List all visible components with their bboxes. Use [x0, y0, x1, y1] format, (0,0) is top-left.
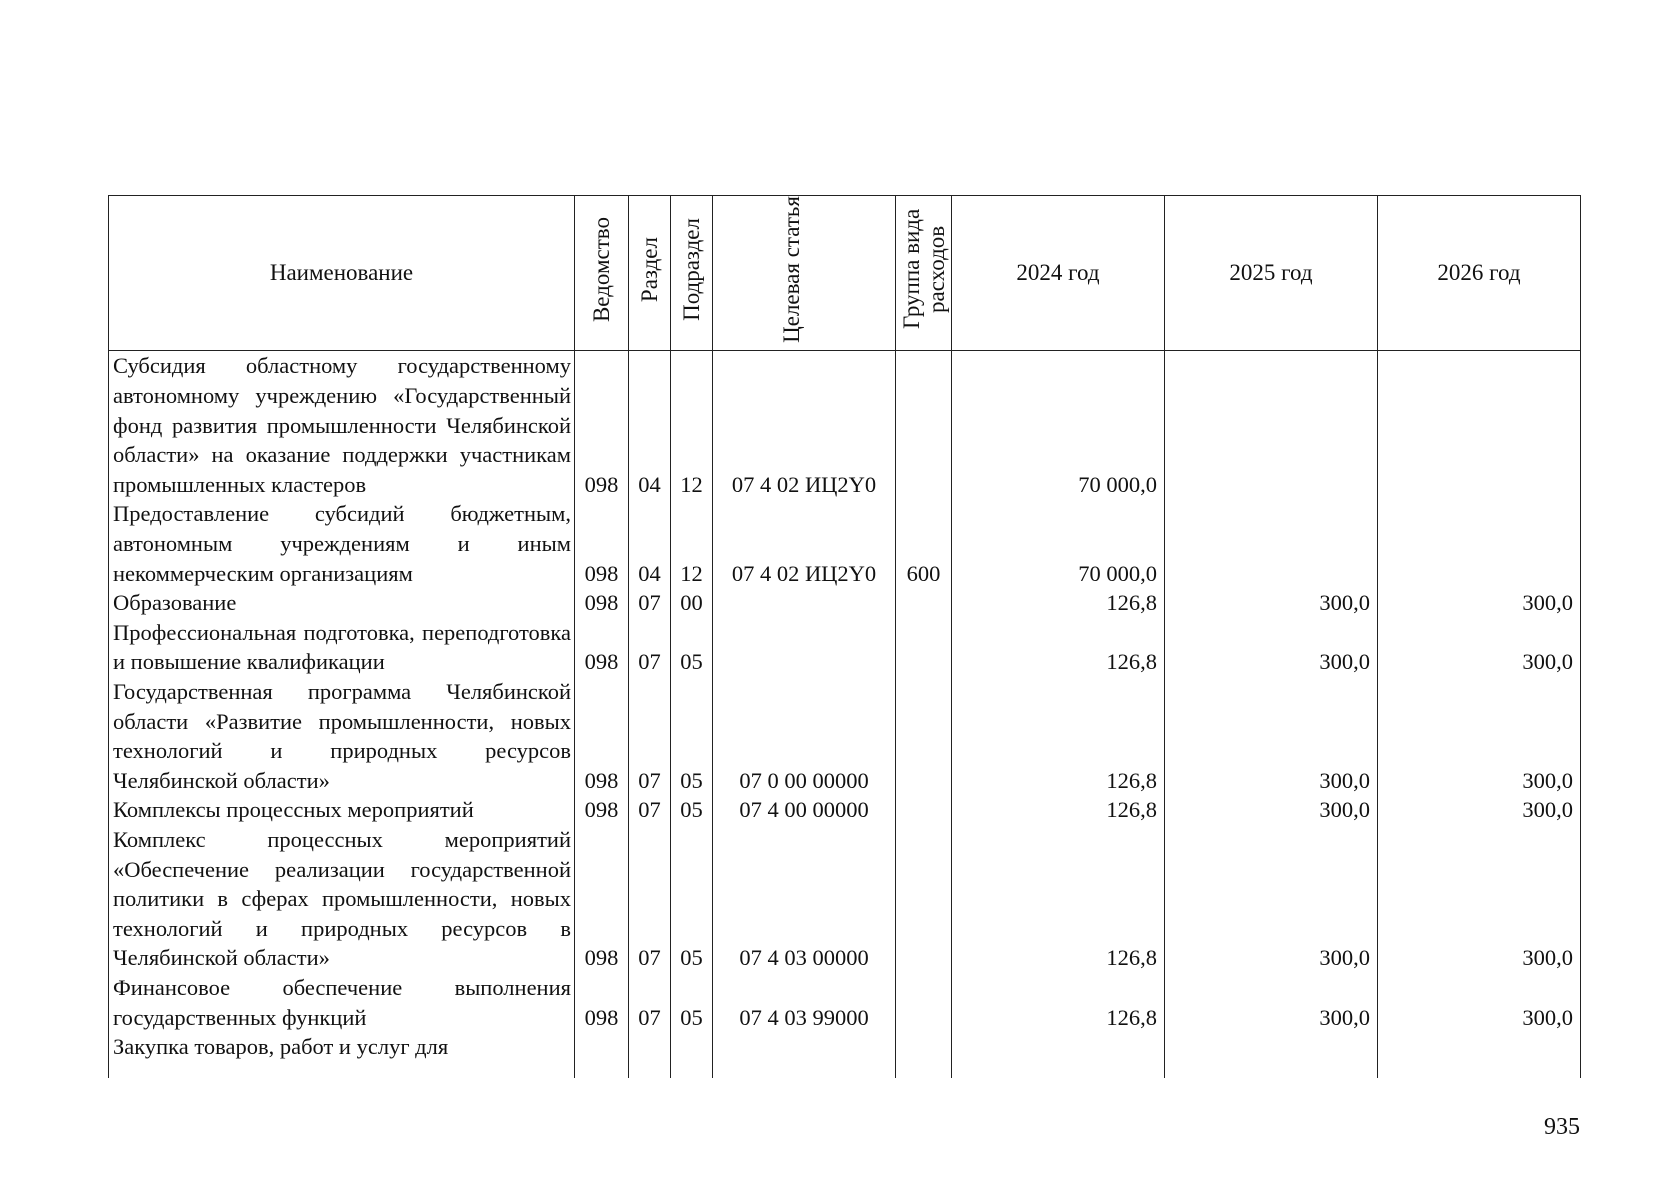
- cell-subsection: 05: [671, 973, 713, 1032]
- cell-expense-group: [896, 351, 952, 499]
- cell-subsection: 05: [671, 795, 713, 825]
- header-name-label: Наименование: [269, 260, 414, 286]
- cell-2024: 70 000,0: [952, 499, 1165, 588]
- cell-2025: 300,0: [1165, 825, 1378, 973]
- cell-department: 098: [575, 677, 629, 795]
- cell-2025: 300,0: [1165, 795, 1378, 825]
- cell-name: Субсидия областному государственному автономному учреждению «Государственный фонд развития промышленности Челябинской области» на оказание поддержки участникам промышленных кластеров: [109, 351, 575, 499]
- cell-2025: 300,0: [1165, 677, 1378, 795]
- cell-section: 07: [629, 795, 671, 825]
- cell-section: 04: [629, 499, 671, 588]
- header-target-article: [713, 196, 896, 351]
- cell-2025: 300,0: [1165, 588, 1378, 618]
- cell-expense-group: 600: [896, 499, 952, 588]
- cell-name: Предоставление субсидий бюджетным, автономным учреждениям и иным некоммерческим организациям: [109, 499, 575, 588]
- cell-expense-group: [896, 677, 952, 795]
- cell-name: Государственная программа Челябинской области «Развитие промышленности, новых технологий и природных ресурсов Челябинской области»: [109, 677, 575, 795]
- cell-subsection: 05: [671, 825, 713, 973]
- cell-section: 07: [629, 618, 671, 677]
- cell-department: 098: [575, 588, 629, 618]
- cell-2026: 300,0: [1378, 588, 1581, 618]
- cell-target-article: [713, 618, 896, 677]
- cell-2026: 300,0: [1378, 795, 1581, 825]
- cell-2025: 300,0: [1165, 973, 1378, 1032]
- cell-department: 098: [575, 618, 629, 677]
- header-name: [109, 196, 575, 351]
- table-row: [109, 499, 1581, 588]
- cell-2025: [1165, 499, 1378, 588]
- cell-target-article: 07 4 03 99000: [713, 973, 896, 1032]
- cell-section: 07: [629, 588, 671, 618]
- cell-subsection: 12: [671, 499, 713, 588]
- cell-expense-group: [896, 973, 952, 1032]
- header-year-2024: [952, 196, 1165, 351]
- header-year-2024-label: 2024 год: [1016, 260, 1100, 286]
- header-subsection: [671, 196, 713, 351]
- cell-expense-group: [896, 618, 952, 677]
- cell-target-article: 07 4 00 00000: [713, 795, 896, 825]
- cell-subsection: 05: [671, 677, 713, 795]
- cell-name: Профессиональная подготовка, переподготовка и повышение квалификации: [109, 618, 575, 677]
- cell-2024: 126,8: [952, 677, 1165, 795]
- header-department-label: Ведомство: [589, 216, 614, 322]
- cell-2024: 126,8: [952, 588, 1165, 618]
- cell-section: 07: [629, 825, 671, 973]
- table-row: [109, 351, 1581, 499]
- table-row: [109, 677, 1581, 795]
- table-continuation: [109, 1062, 1581, 1078]
- cell-2026: [1378, 1032, 1581, 1062]
- cell-expense-group: [896, 1032, 952, 1062]
- header-expense-group: [896, 196, 952, 351]
- cell-target-article: 07 4 02 ИЦ2Y0: [713, 499, 896, 588]
- table-row: [109, 973, 1581, 1032]
- page-number: 935: [1544, 1114, 1580, 1140]
- cell-2024: [952, 1032, 1165, 1062]
- cell-section: 07: [629, 973, 671, 1032]
- cell-subsection: [671, 1032, 713, 1062]
- header-section-label: Раздел: [637, 236, 662, 302]
- cell-2024: 126,8: [952, 618, 1165, 677]
- header-year-2026: [1378, 196, 1581, 351]
- cell-2026: [1378, 499, 1581, 588]
- cell-2026: 300,0: [1378, 618, 1581, 677]
- cell-department: 098: [575, 825, 629, 973]
- cell-2024: 126,8: [952, 973, 1165, 1032]
- table-row: [109, 588, 1581, 618]
- header-section: [629, 196, 671, 351]
- cell-subsection: 00: [671, 588, 713, 618]
- table-row: [109, 1032, 1581, 1062]
- header-subsection-label: Подраздел: [679, 217, 704, 321]
- header-year-2026-label: 2026 год: [1437, 260, 1521, 286]
- budget-table: [108, 195, 1581, 1078]
- cell-target-article: 07 4 02 ИЦ2Y0: [713, 351, 896, 499]
- table-row: [109, 825, 1581, 973]
- table-row: [109, 618, 1581, 677]
- cell-expense-group: [896, 825, 952, 973]
- cell-name: Образование: [109, 588, 575, 618]
- header-row: [109, 196, 1581, 351]
- cell-name: Финансовое обеспечение выполнения государственных функций: [109, 973, 575, 1032]
- cell-department: 098: [575, 973, 629, 1032]
- cell-section: [629, 1032, 671, 1062]
- cell-department: 098: [575, 795, 629, 825]
- cell-subsection: 05: [671, 618, 713, 677]
- cell-target-article: [713, 1032, 896, 1062]
- cell-department: 098: [575, 351, 629, 499]
- cell-expense-group: [896, 588, 952, 618]
- cell-name: Закупка товаров, работ и услуг для: [109, 1032, 575, 1062]
- header-year-2025: [1165, 196, 1378, 351]
- cell-2024: 126,8: [952, 825, 1165, 973]
- header-department: [575, 196, 629, 351]
- cell-2026: 300,0: [1378, 825, 1581, 973]
- cell-department: [575, 1032, 629, 1062]
- cell-2024: 126,8: [952, 795, 1165, 825]
- cell-section: 07: [629, 677, 671, 795]
- cell-department: 098: [575, 499, 629, 588]
- cell-2026: [1378, 351, 1581, 499]
- cell-target-article: 07 4 03 00000: [713, 825, 896, 973]
- cell-target-article: [713, 588, 896, 618]
- cell-2026: 300,0: [1378, 677, 1581, 795]
- cell-target-article: 07 0 00 00000: [713, 677, 896, 795]
- cell-2025: [1165, 1032, 1378, 1062]
- cell-2025: [1165, 351, 1378, 499]
- cell-name: Комплексы процессных мероприятий: [109, 795, 575, 825]
- header-expense-group-label: Группа вида расходов: [898, 209, 949, 330]
- cell-2026: 300,0: [1378, 973, 1581, 1032]
- cell-2024: 70 000,0: [952, 351, 1165, 499]
- cell-name: Комплекс процессных мероприятий «Обеспечение реализации государственной политики в сферах промышленности, новых технологий и природных ресурсов в Челябинской области»: [109, 825, 575, 973]
- cell-section: 04: [629, 351, 671, 499]
- cell-2025: 300,0: [1165, 618, 1378, 677]
- header-target-article-label: Целевая статья: [779, 196, 804, 343]
- cell-expense-group: [896, 795, 952, 825]
- cell-subsection: 12: [671, 351, 713, 499]
- table-row: [109, 795, 1581, 825]
- header-year-2025-label: 2025 год: [1229, 260, 1313, 286]
